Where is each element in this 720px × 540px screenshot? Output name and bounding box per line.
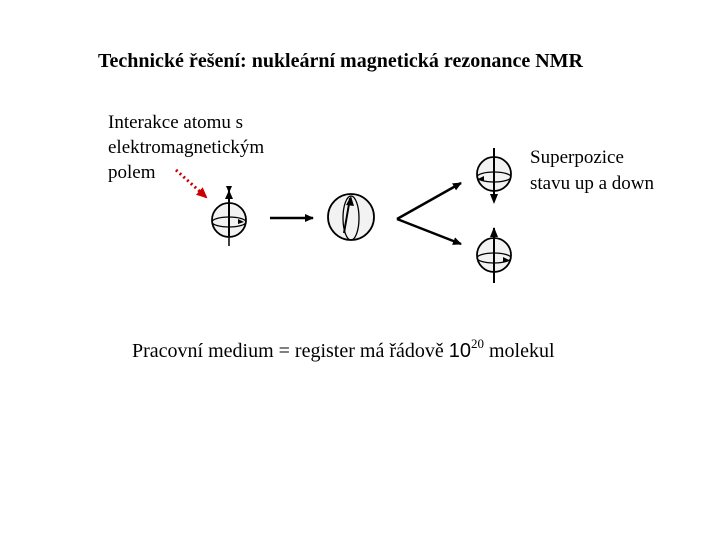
register-text-suffix: molekul bbox=[484, 340, 555, 362]
interaction-label-line: elektromagnetickým bbox=[108, 137, 265, 158]
superposition-label-line: stavu up a down bbox=[530, 173, 655, 194]
spin-atom-icon bbox=[477, 148, 511, 204]
interaction-label-line: polem bbox=[108, 162, 156, 183]
spin-atom-icon bbox=[212, 190, 246, 246]
register-text-prefix: Pracovní medium = register má řádově bbox=[132, 340, 449, 362]
interaction-label-line: Interakce atomu s bbox=[108, 112, 244, 133]
register-power-exponent: 20 bbox=[471, 336, 484, 351]
branch-arrow-icon bbox=[397, 183, 461, 244]
register-power-base: 10 bbox=[448, 340, 471, 362]
em-field-arrow bbox=[176, 170, 206, 197]
slide-title: Technické řešení: nukleární magnetická rezonance NMR bbox=[98, 50, 583, 72]
superposition-label-line: Superpozice bbox=[530, 147, 624, 168]
spin-atom-icon bbox=[477, 227, 511, 283]
spin-atom-icon bbox=[328, 194, 374, 240]
